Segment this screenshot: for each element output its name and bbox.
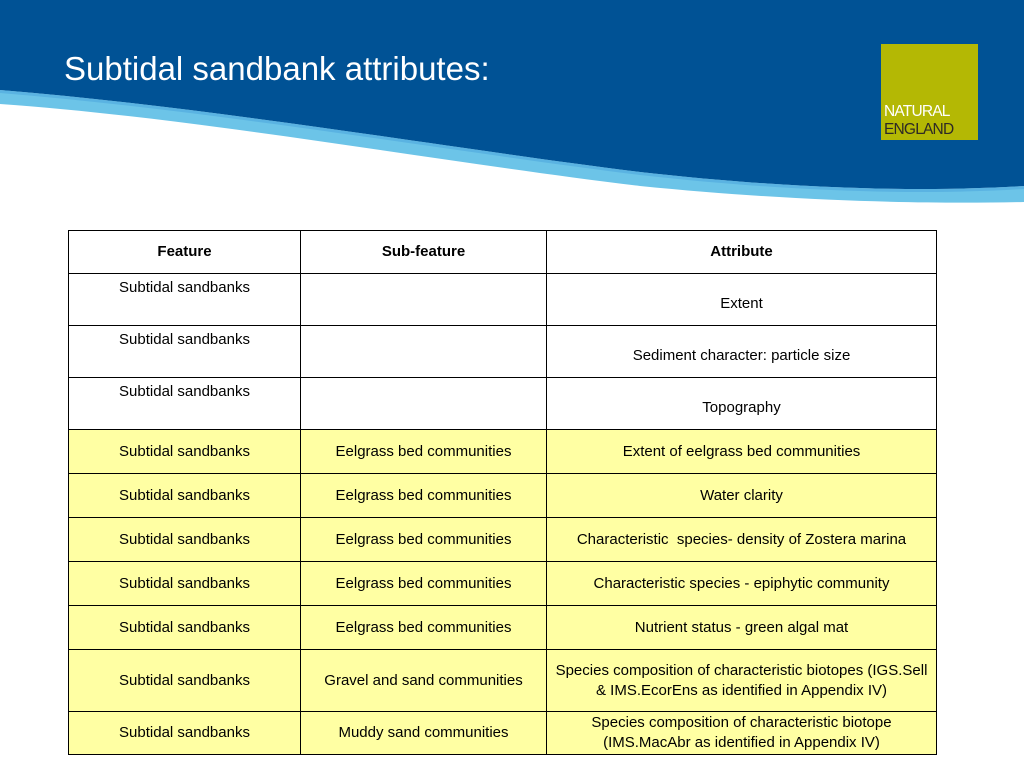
cell-attribute: Topography [547,378,937,430]
table-row-highlighted [69,430,937,474]
natural-england-logo [881,44,978,140]
cell-subfeature: Eelgrass bed communities [301,518,547,562]
logo-text-natural: NATURAL [884,103,950,120]
table-header-row [69,231,937,274]
table-row-highlighted [69,712,937,755]
table-row-highlighted [69,474,937,518]
table-row-highlighted [69,562,937,606]
cell-feature: Subtidal sandbanks [69,712,301,755]
table-row [69,274,937,326]
cell-feature: Subtidal sandbanks [69,650,301,712]
cell-subfeature: Muddy sand communities [301,712,547,755]
cell-attribute: Characteristic species - epiphytic community [547,562,937,606]
cell-subfeature [301,274,547,326]
column-header-attribute: Attribute [547,231,937,274]
table-row [69,326,937,378]
column-header-feature: Feature [69,231,301,274]
cell-attribute: Extent [547,274,937,326]
cell-feature: Subtidal sandbanks [69,430,301,474]
table-row-highlighted [69,606,937,650]
cell-attribute: Extent of eelgrass bed communities [547,430,937,474]
cell-subfeature: Gravel and sand communities [301,650,547,712]
cell-feature: Subtidal sandbanks [69,518,301,562]
header-banner [0,0,1024,210]
cell-attribute: Nutrient status - green algal mat [547,606,937,650]
cell-feature: Subtidal sandbanks [69,274,301,326]
cell-feature: Subtidal sandbanks [69,326,301,378]
cell-subfeature: Eelgrass bed communities [301,562,547,606]
column-header-subfeature: Sub-feature [301,231,547,274]
cell-feature: Subtidal sandbanks [69,606,301,650]
cell-attribute: Characteristic species- density of Zostera marina [547,518,937,562]
cell-feature: Subtidal sandbanks [69,474,301,518]
table-row-highlighted [69,518,937,562]
cell-attribute: Species composition of characteristic biotopes (IGS.Sell & IMS.EcorEns as identified in Appendix IV) [547,650,937,712]
cell-subfeature: Eelgrass bed communities [301,474,547,518]
cell-attribute: Species composition of characteristic biotope (IMS.MacAbr as identified in Appendix IV) [547,712,937,755]
attributes-table [68,230,937,755]
slide-title: Subtidal sandbank attributes: [64,50,490,87]
logo-text-england: ENGLAND [884,121,954,138]
cell-feature: Subtidal sandbanks [69,378,301,430]
cell-feature: Subtidal sandbanks [69,562,301,606]
cell-attribute: Sediment character: particle size [547,326,937,378]
cell-subfeature [301,378,547,430]
table-row [69,378,937,430]
cell-attribute: Water clarity [547,474,937,518]
cell-subfeature: Eelgrass bed communities [301,430,547,474]
table-row-highlighted [69,650,937,712]
cell-subfeature [301,326,547,378]
cell-subfeature: Eelgrass bed communities [301,606,547,650]
